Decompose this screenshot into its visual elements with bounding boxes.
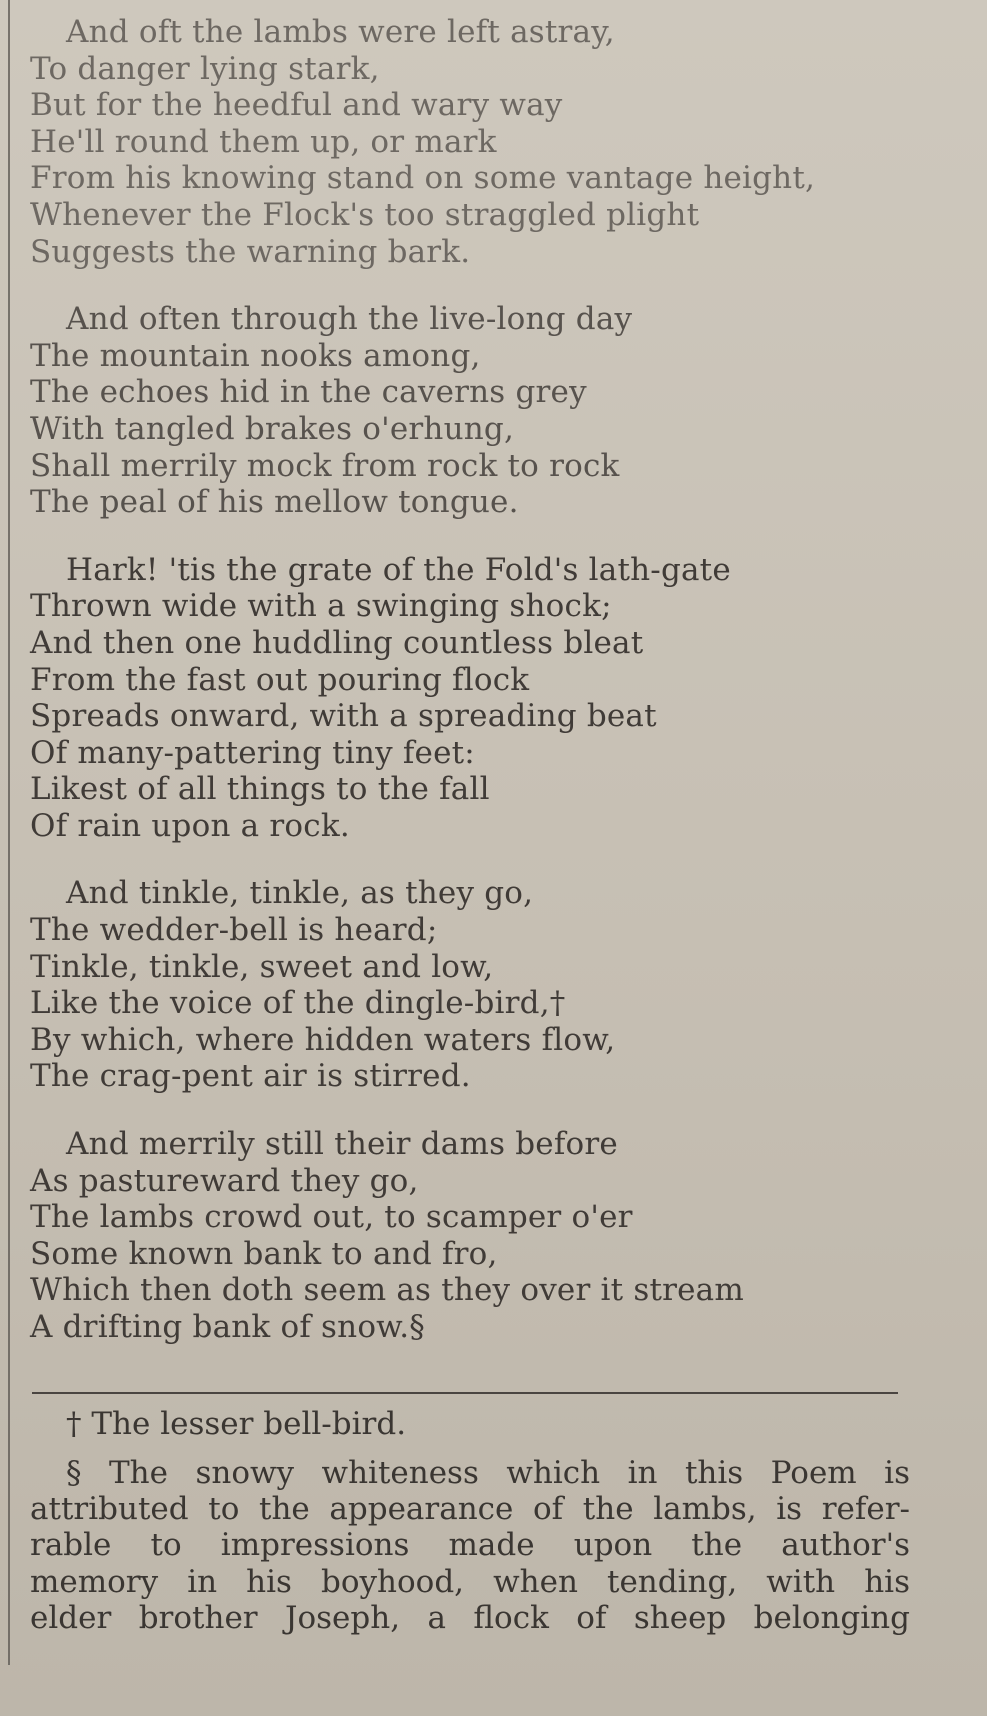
- poem-line: The wedder-bell is heard;: [30, 912, 438, 949]
- poem-line: Whenever the Flock's too straggled plight: [30, 196, 700, 233]
- poem-line: Likest of all things to the fall: [30, 771, 490, 808]
- poem-line: The peal of his mellow tongue.: [30, 484, 519, 521]
- poem-line: Some known bank to and fro,: [30, 1235, 498, 1272]
- poem-line: Like the voice of the dingle-bird,†: [30, 985, 566, 1022]
- stanza-1: [30, 14, 910, 270]
- stanza-3: [30, 552, 910, 845]
- footnote-line: § The snowy whiteness which in this Poem is: [66, 1455, 910, 1491]
- footnote-line: rable to impressions made upon the author's: [30, 1527, 910, 1564]
- poem-line: And tinkle, tinkle, as they go,: [66, 875, 534, 912]
- poem-line: But for the heedful and wary way: [30, 87, 563, 124]
- footnote-dagger: † The lesser bell-bird.: [66, 1406, 407, 1442]
- poem-line: Thrown wide with a swinging shock;: [30, 588, 612, 625]
- footnote-line: attributed to the appearance of the lambs, is refer-: [30, 1491, 910, 1528]
- poem-line: Of rain upon a rock.: [30, 807, 350, 844]
- poem-line: With tangled brakes o'erhung,: [30, 410, 514, 447]
- stanza-2: [30, 301, 910, 521]
- poem-line: The crag-pent air is stirred.: [30, 1058, 471, 1095]
- footnote-line: memory in his boyhood, when tending, with his: [30, 1563, 910, 1600]
- poem-line: Which then doth seem as they over it stream: [30, 1272, 744, 1309]
- poem-line: To danger lying stark,: [30, 50, 380, 87]
- poem-line: A drifting bank of snow.§: [30, 1309, 425, 1345]
- poem-line: Spreads onward, with a spreading beat: [30, 698, 657, 735]
- poem-line: Hark! 'tis the grate of the Fold's lath-gate: [66, 551, 731, 588]
- poem-line: And then one huddling countless bleat: [30, 624, 644, 661]
- footnotes: [30, 1405, 910, 1636]
- column-rule: [8, 0, 10, 1665]
- footnote-section: [30, 1455, 910, 1636]
- poem-line: And oft the lambs were left astray,: [66, 14, 615, 50]
- stanza-5: [30, 1126, 910, 1346]
- poem-line: Of many-pattering tiny feet:: [30, 734, 475, 771]
- poem-line: The mountain nooks among,: [30, 337, 481, 374]
- poem-line: By which, where hidden waters flow,: [30, 1021, 616, 1058]
- stanza-4: [30, 875, 910, 1095]
- poem: [30, 14, 910, 1377]
- poem-line: Suggests the warning bark.: [30, 233, 471, 270]
- poem-line: And often through the live-long day: [66, 301, 633, 338]
- poem-line: As pastureward they go,: [30, 1162, 419, 1199]
- poem-line: From the fast out pouring flock: [30, 661, 530, 698]
- poem-line: Tinkle, tinkle, sweet and low,: [30, 948, 494, 985]
- poem-line: He'll round them up, or mark: [30, 123, 497, 160]
- poem-line: The lambs crowd out, to scamper o'er: [30, 1199, 633, 1236]
- poem-line: From his knowing stand on some vantage height,: [30, 160, 816, 197]
- poem-line: Shall merrily mock from rock to rock: [30, 447, 620, 484]
- poem-line: And merrily still their dams before: [66, 1126, 618, 1163]
- footnote-divider: [32, 1392, 898, 1394]
- footnote-line: elder brother Joseph, a flock of sheep belonging: [30, 1599, 910, 1636]
- poem-line: The echoes hid in the caverns grey: [30, 374, 587, 411]
